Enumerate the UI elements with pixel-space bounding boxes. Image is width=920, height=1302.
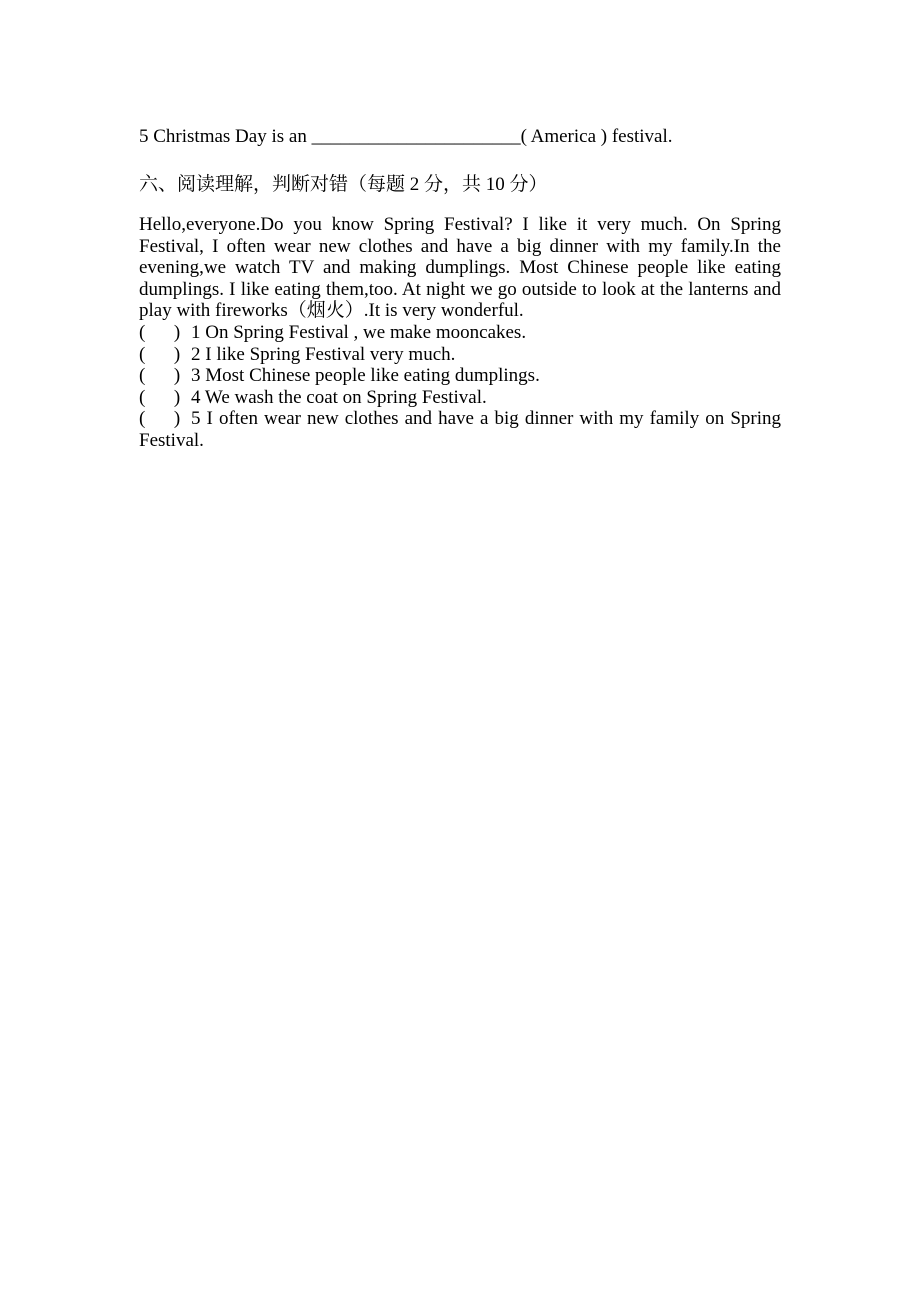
fill-in-question-5 bbox=[139, 124, 781, 150]
question-5-prefix: 5 Christmas Day is an bbox=[139, 126, 312, 147]
list-item bbox=[139, 322, 781, 344]
list-item bbox=[139, 408, 781, 451]
question-text: 5 I often wear new clothes and have a big dinner with my family on Spring Festival. bbox=[139, 408, 781, 451]
document-page bbox=[139, 124, 781, 452]
question-text: 1 On Spring Festival , we make mooncakes. bbox=[191, 321, 527, 343]
list-item bbox=[139, 387, 781, 409]
list-item bbox=[139, 344, 781, 366]
question-text: 4 We wash the coat on Spring Festival. bbox=[191, 386, 487, 408]
answer-parenthesis: ( ) bbox=[139, 386, 181, 408]
section-heading: 六、阅读理解，判断对错（每题 2 分，共 10 分） bbox=[139, 174, 548, 195]
answer-blank: ______________________ bbox=[311, 126, 521, 147]
question-list bbox=[139, 322, 781, 452]
reading-passage: Hello,everyone.Do you know Spring Festival? I like it very much. On Spring Festival, I often wear new clothes and have a big dinner with my family.In the evening,we watch TV and making dumplings. Most Chinese people like eating dumplings. I like eating them,too. At night we go outside to look at the lanterns and play with fireworks（烟火）.It is very wonderful. bbox=[139, 214, 781, 322]
answer-parenthesis: ( ) bbox=[139, 321, 181, 343]
answer-parenthesis: ( ) bbox=[139, 365, 181, 387]
question-5-suffix: ( America ) festival. bbox=[520, 126, 673, 147]
question-text: 2 I like Spring Festival very much. bbox=[191, 343, 456, 365]
answer-parenthesis: ( ) bbox=[139, 343, 181, 365]
answer-parenthesis: ( ) bbox=[139, 408, 181, 430]
question-text: 3 Most Chinese people like eating dumplings. bbox=[191, 365, 540, 387]
list-item bbox=[139, 365, 781, 387]
